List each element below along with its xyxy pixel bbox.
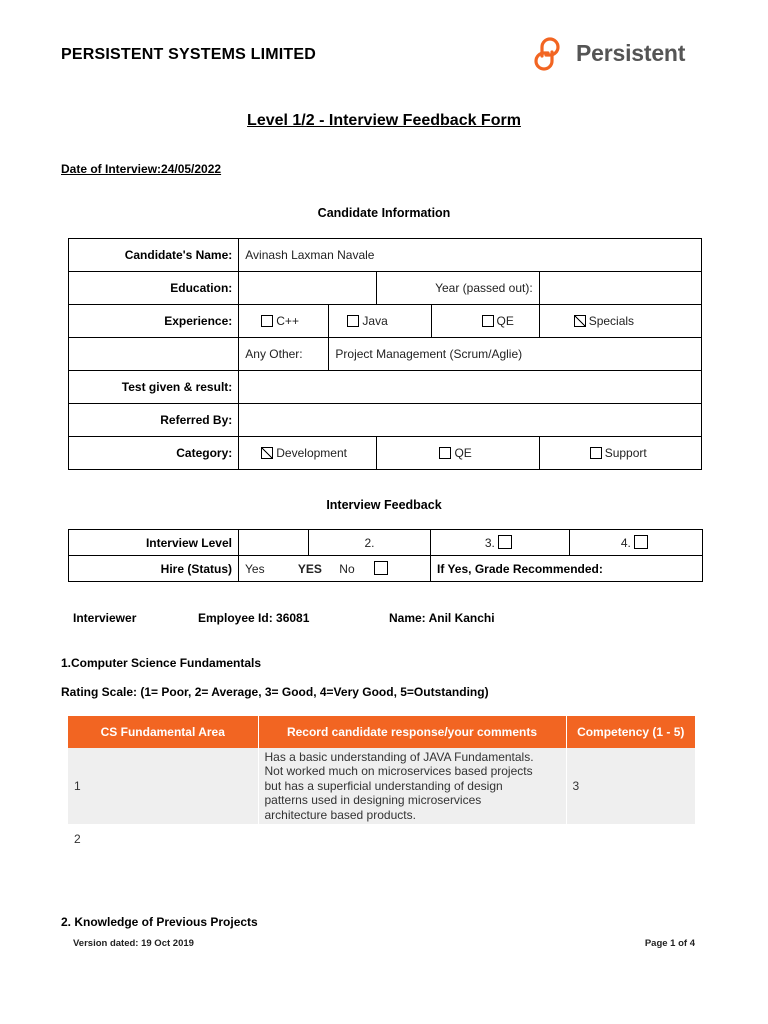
empty-cell <box>69 338 239 371</box>
logo-text: Persistent <box>576 40 686 66</box>
option-label: Support <box>604 446 647 460</box>
name-value[interactable]: Avinash Laxman Navale <box>239 239 702 272</box>
category-option-development[interactable] <box>239 437 377 470</box>
hire-status-options[interactable] <box>239 556 431 582</box>
version-dated: Version dated: 19 Oct 2019 <box>73 938 194 949</box>
hire-no-label: No <box>339 562 355 576</box>
hire-status-label: Hire (Status) <box>69 556 239 582</box>
checked-checkbox-icon[interactable] <box>261 447 273 459</box>
checkbox-icon[interactable] <box>498 535 512 549</box>
response-cell[interactable] <box>258 748 566 824</box>
interviewer-name: Name: Anil Kanchi <box>389 611 495 625</box>
candidate-info-heading: Candidate Information <box>317 206 451 220</box>
option-label: QE <box>454 446 472 460</box>
interview-level-label: Interview Level <box>69 530 239 556</box>
level-3-option[interactable] <box>431 530 570 556</box>
form-title: Level 1/2 - Interview Feedback Form <box>247 112 521 129</box>
hire-status-value[interactable]: YES <box>297 562 322 576</box>
response-line: Has a basic understanding of JAVA Fundamentals. <box>264 749 534 764</box>
experience-row <box>69 305 702 338</box>
checkbox-icon[interactable] <box>347 315 359 327</box>
persistent-logo-icon <box>528 34 566 74</box>
checked-checkbox-icon[interactable] <box>574 315 586 327</box>
checkbox-icon[interactable] <box>374 561 388 575</box>
name-label: Candidate's Name: <box>69 239 239 272</box>
company-logo <box>528 34 698 76</box>
option-label: Specials <box>588 314 635 328</box>
year-value[interactable] <box>539 272 701 305</box>
level-2-option[interactable] <box>309 530 431 556</box>
competency-cell[interactable]: 3 <box>566 748 695 824</box>
checkbox-icon[interactable] <box>261 315 273 327</box>
section-1-title: 1.Computer Science Fundamentals <box>61 656 262 670</box>
level-1-cell[interactable] <box>239 530 309 556</box>
checkbox-icon[interactable] <box>634 535 648 549</box>
any-other-row <box>69 338 702 371</box>
grade-recommended-label: If Yes, Grade Recommended: <box>431 556 703 582</box>
category-row <box>69 437 702 470</box>
checkbox-icon[interactable] <box>590 447 602 459</box>
response-line: patterns used in designing microservices <box>264 793 482 808</box>
experience-option-specials[interactable] <box>539 305 701 338</box>
experience-option-cpp[interactable] <box>239 305 329 338</box>
hire-yes-label: Yes <box>245 562 265 576</box>
interview-level-row <box>69 530 703 556</box>
category-option-qe[interactable] <box>377 437 539 470</box>
name-row <box>69 239 702 272</box>
referred-row <box>69 404 702 437</box>
option-label: 2. <box>364 535 375 550</box>
option-label: Development <box>276 446 347 460</box>
interview-feedback-heading: Interview Feedback <box>326 498 442 512</box>
option-label: C++ <box>276 314 299 328</box>
candidate-info-table <box>68 238 702 470</box>
experience-option-qe[interactable] <box>431 305 539 338</box>
education-label: Education: <box>69 272 239 305</box>
interview-feedback-table <box>68 529 703 582</box>
response-line: Not worked much on microservices based projects <box>264 764 533 779</box>
year-label: Year (passed out): <box>377 272 539 305</box>
page-number: Page 1 of 4 <box>644 938 695 949</box>
employee-id: Employee Id: 36081 <box>198 611 310 625</box>
referred-value[interactable] <box>239 404 702 437</box>
option-label: QE <box>496 314 514 328</box>
checkbox-icon[interactable] <box>439 447 451 459</box>
response-line: architecture based products. <box>264 807 416 822</box>
option-label: 3. <box>484 536 495 550</box>
education-value[interactable] <box>239 272 377 305</box>
category-label: Category: <box>69 437 239 470</box>
option-label: 4. <box>620 536 631 550</box>
test-value[interactable] <box>239 371 702 404</box>
checkbox-icon[interactable] <box>482 315 494 327</box>
date-of-interview: Date of Interview:24/05/2022 <box>61 162 222 176</box>
company-name: PERSISTENT SYSTEMS LIMITED <box>61 46 317 63</box>
table-header-row <box>68 716 695 748</box>
response-line: but has a superficial understanding of design <box>264 778 503 793</box>
experience-option-java[interactable] <box>329 305 431 338</box>
cs-area-cell[interactable]: 1 <box>68 748 258 824</box>
any-other-label: Any Other: <box>239 338 329 371</box>
table-row <box>68 748 695 824</box>
any-other-value[interactable]: Project Management (Scrum/Aglie) <box>329 338 702 371</box>
education-row <box>69 272 702 305</box>
column-header: Competency (1 - 5) <box>566 716 695 748</box>
option-label: Java <box>362 314 388 328</box>
interviewer-label: Interviewer <box>73 611 137 625</box>
referred-label: Referred By: <box>69 404 239 437</box>
category-option-support[interactable] <box>539 437 701 470</box>
cs-area-row-2-number: 2 <box>74 832 81 846</box>
test-label: Test given & result: <box>69 371 239 404</box>
experience-label: Experience: <box>69 305 239 338</box>
section-2-title: 2. Knowledge of Previous Projects <box>61 915 258 929</box>
hire-status-row <box>69 556 703 582</box>
cs-fundamentals-table <box>68 716 695 824</box>
rating-scale: Rating Scale: (1= Poor, 2= Average, 3= Good, 4=Very Good, 5=Outstanding) <box>61 685 489 699</box>
column-header: Record candidate response/your comments <box>258 716 566 748</box>
test-row <box>69 371 702 404</box>
level-4-option[interactable] <box>570 530 703 556</box>
column-header: CS Fundamental Area <box>68 716 258 748</box>
